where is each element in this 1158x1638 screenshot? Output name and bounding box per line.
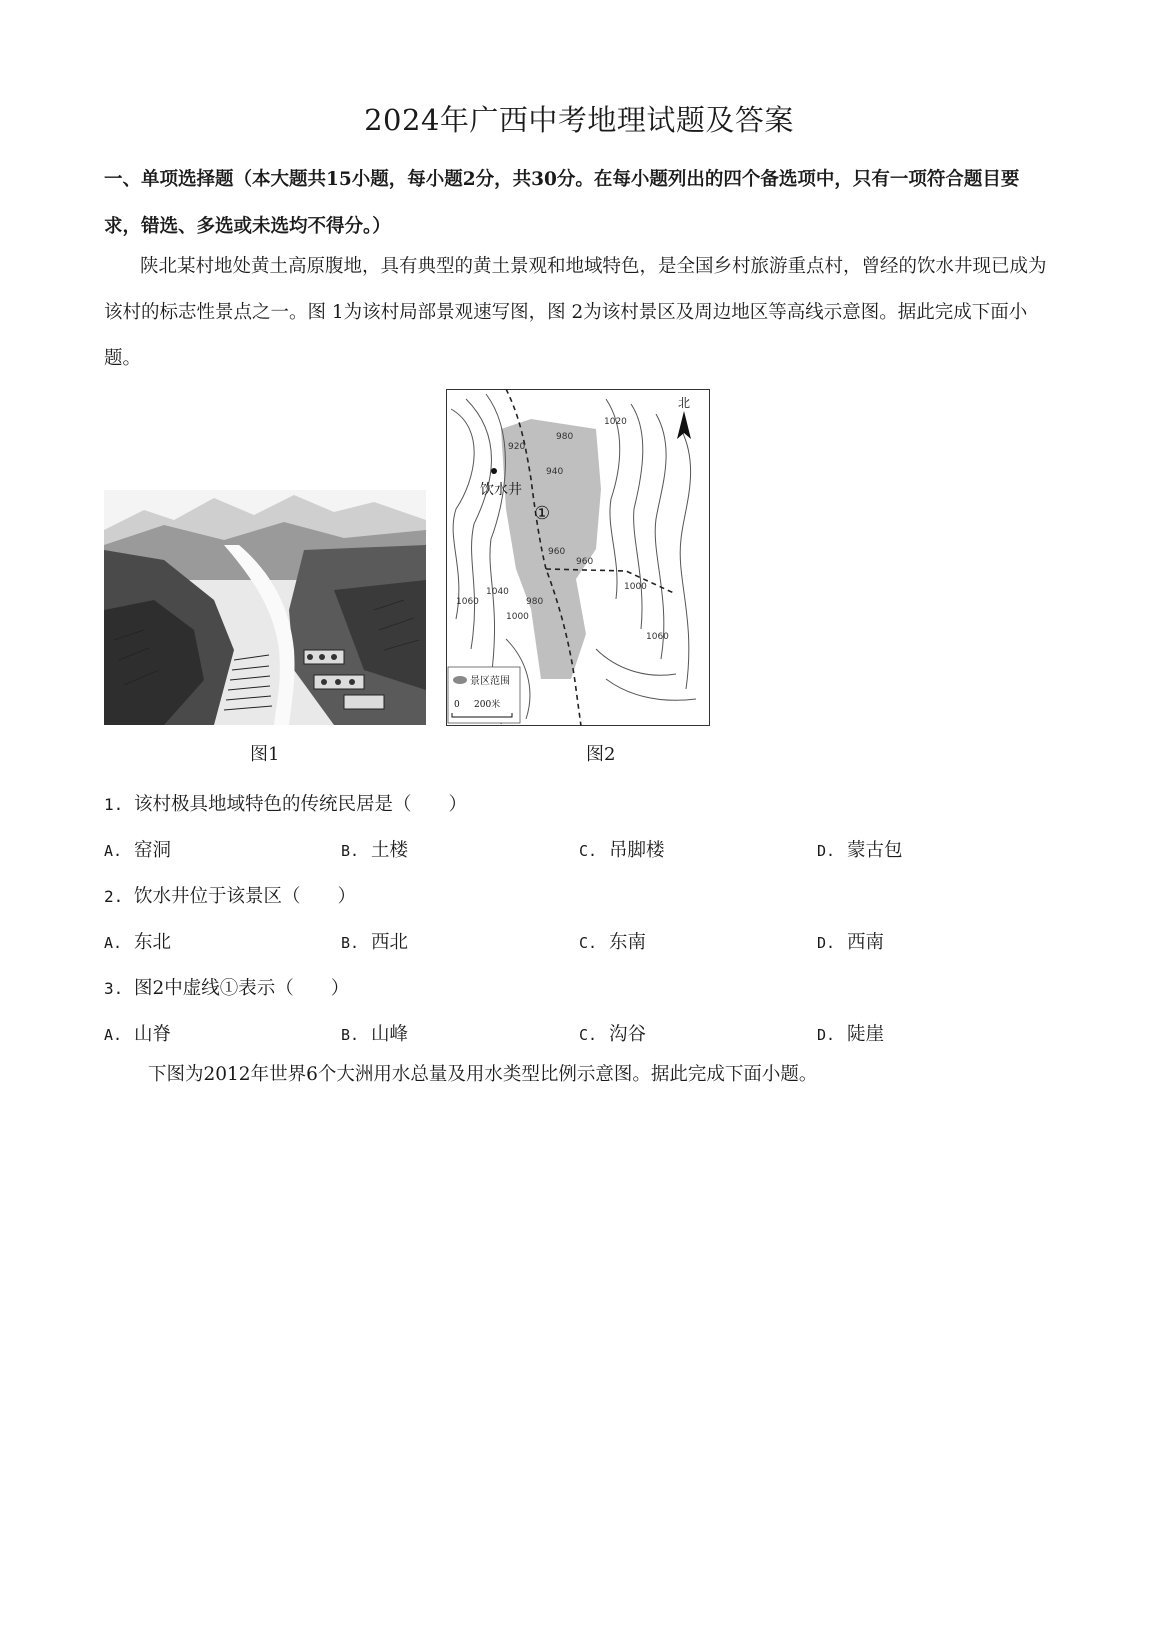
contour-label: 1060 [646,632,669,642]
option-a[interactable]: A. 山脊 [104,1024,172,1045]
figure-2-contour-map [446,389,710,726]
question-3: 3. 图2中虚线①表示（ ） [104,978,350,999]
line-1-label: ① [534,503,551,524]
scale-zero: 0 [454,700,460,710]
legend-label: 景区范围 [470,676,510,687]
option-b[interactable]: B. 土楼 [341,840,409,861]
contour-label: 960 [576,557,594,567]
option-d[interactable]: D. 西南 [817,932,885,953]
contour-label: 920 [508,442,526,452]
figure-1-caption: 图1 [250,744,280,765]
option-a[interactable]: A. 窑洞 [104,840,172,861]
svg-text:北: 北 [678,396,691,410]
figure-1-landscape-sketch [104,490,426,725]
contour-label: 1040 [486,587,509,597]
figure-2-caption: 图2 [586,744,616,765]
page-title: 2024年广西中考地理试题及答案 [364,103,794,137]
option-b[interactable]: B. 西北 [341,932,409,953]
contour-label: 960 [548,547,566,557]
scale-label: 200米 [474,700,501,710]
option-d[interactable]: D. 陡崖 [817,1024,885,1045]
option-d[interactable]: D. 蒙古包 [817,840,903,861]
contour-label: 980 [526,597,544,607]
drinking-well-marker [491,468,497,474]
question-1-options [104,836,1004,862]
question-1: 1. 该村极具地域特色的传统民居是（ ） [104,794,468,815]
section-heading: 一、单项选择题（本大题共15小题，每小题2分，共30分。在每小题列出的四个备选项中，只有一项符合题目要求，错选、多选或未选均不得分。） [104,169,1020,237]
intro-paragraph: 陕北某村地处黄土高原腹地，具有典型的黄土景观和地域特色，是全国乡村旅游重点村，曾经的饮水井现已成为该村的标志性景点之一。图 1为该村局部景观速写图，图 2为该村景区及周边地区等高线示意图。据此完成下面小题。 [104,256,1047,369]
contour-label: 1000 [506,612,529,622]
option-c[interactable]: C. 东南 [579,932,647,953]
contour-label: 1020 [604,417,627,427]
option-a[interactable]: A. 东北 [104,932,172,953]
contour-label: 980 [556,432,574,442]
option-c[interactable]: C. 沟谷 [579,1024,647,1045]
question-3-options [104,1020,1004,1046]
option-c[interactable]: C. 吊脚楼 [579,840,665,861]
outro-paragraph: 下图为2012年世界6个大洲用水总量及用水类型比例示意图。据此完成下面小题。 [148,1064,818,1085]
contour-label: 940 [546,467,564,477]
drinking-well-label: 饮水井 [480,482,522,498]
option-b[interactable]: B. 山峰 [341,1024,409,1045]
question-2: 2. 饮水井位于该景区（ ） [104,886,357,907]
contour-label: 1060 [456,597,479,607]
contour-label: 1000 [624,582,647,592]
question-2-options [104,928,1004,954]
